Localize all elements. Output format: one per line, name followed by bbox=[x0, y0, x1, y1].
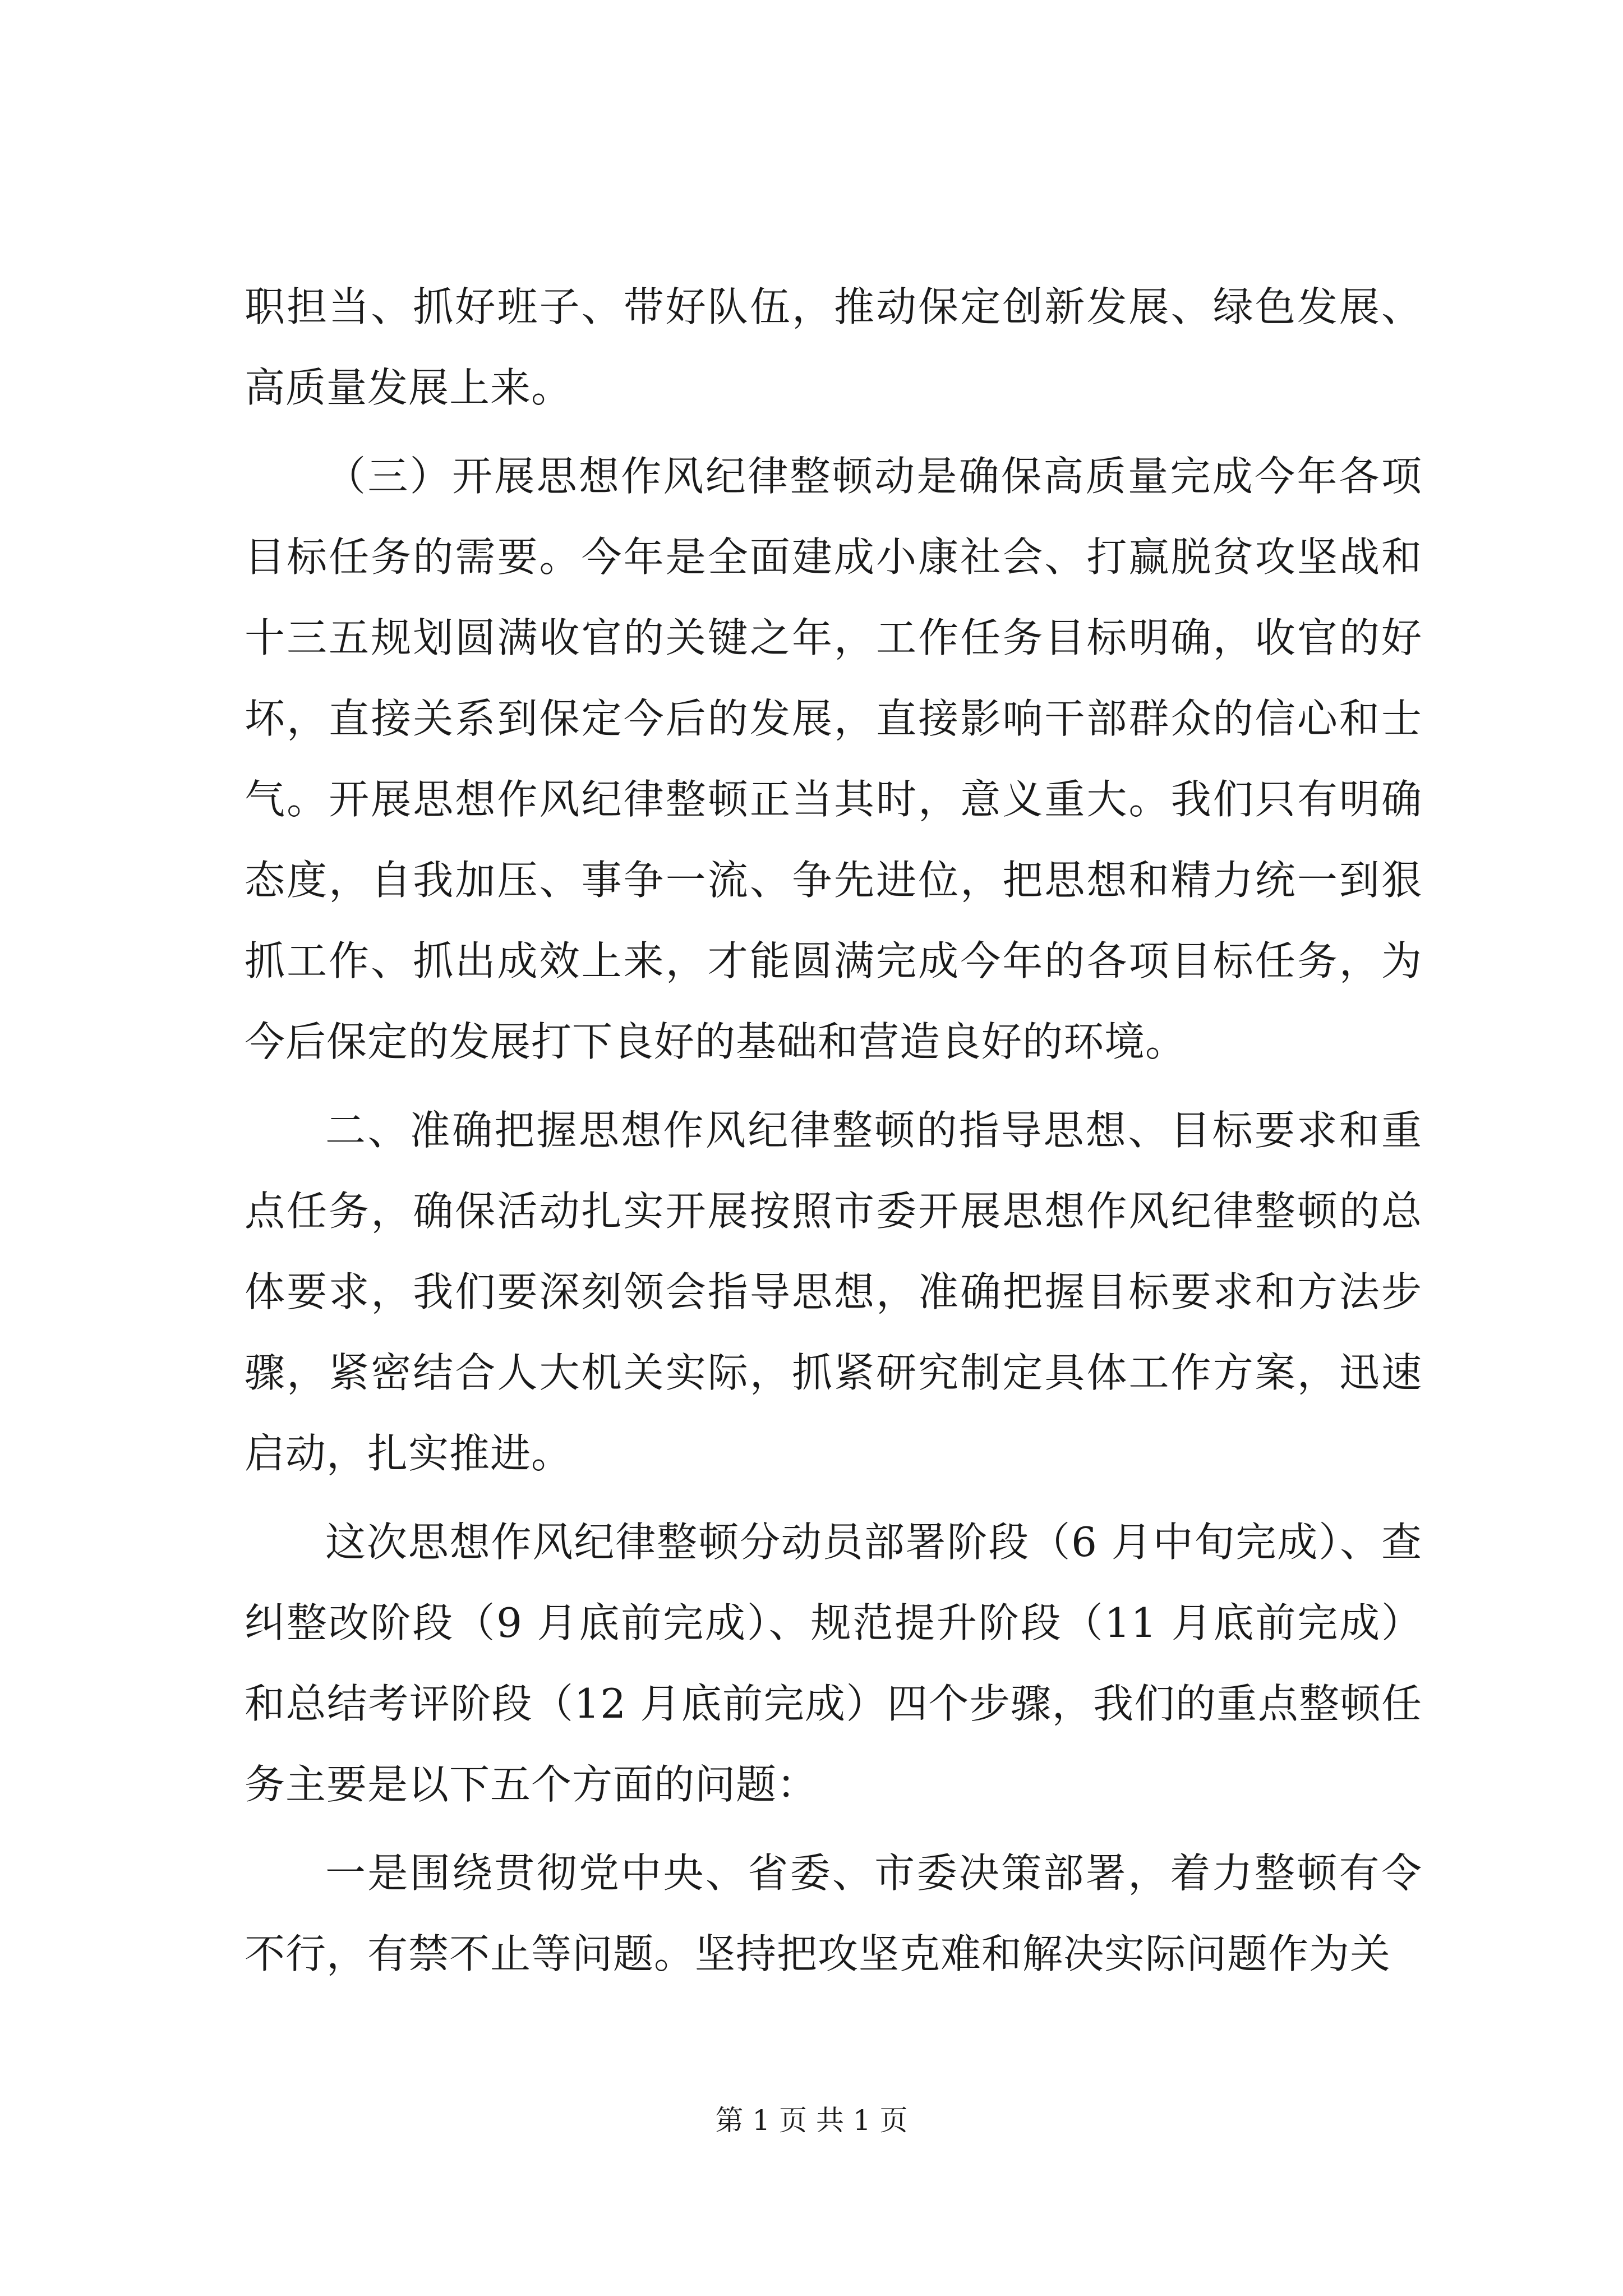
paragraph-2: （三）开展思想作风纪律整顿动是确保高质量完成今年各项目标任务的需要。今年是全面建成小康社会、打赢脱贫攻坚战和十三五规划圆满收官的关键之年，工作任务目标明确，收官的好坏，直接关系到保定今后的发展，直接影响干部群众的信心和士气。开展思想作风纪律整顿正当其时，意义重大。我们只有明确态度，自我加压、事争一流、争先进位，把思想和精力统一到狠抓工作、抓出成效上来，才能圆满完成今年的各项目标任务，为今后保定的发展打下良好的基础和营造良好的环境。 bbox=[245, 453, 1422, 1065]
paragraph-1: 职担当、抓好班子、带好队伍，推动保定创新发展、绿色发展、高质量发展上来。 bbox=[245, 283, 1422, 411]
paragraph-3: 二、准确把握思想作风纪律整顿的指导思想、目标要求和重点任务，确保活动扎实开展按照市委开展思想作风纪律整顿的总体要求，我们要深刻领会指导思想，准确把握目标要求和方法步骤，紧密结合人大机关实际，抓紧研究制定具体工作方案，迅速启动，扎实推进。 bbox=[245, 1107, 1422, 1477]
paragraph-5: 一是围绕贯彻党中央、省委、市委决策部署，着力整顿有令不行，有禁不止等问题。坚持把攻坚克难和解决实际问题作为关 bbox=[245, 1849, 1422, 1977]
paragraph-4: 这次思想作风纪律整顿分动员部署阶段（6 月中旬完成）、查纠整改阶段（9 月底前完成）、规范提升阶段（11 月底前完成）和总结考评阶段（12 月底前完成）四个步骤，我们的重点整顿任务主要是以下五个方面的问题： bbox=[245, 1519, 1422, 1808]
page-footer: 第 1 页 共 1 页 bbox=[715, 2104, 908, 2137]
document-body bbox=[245, 266, 1422, 2002]
